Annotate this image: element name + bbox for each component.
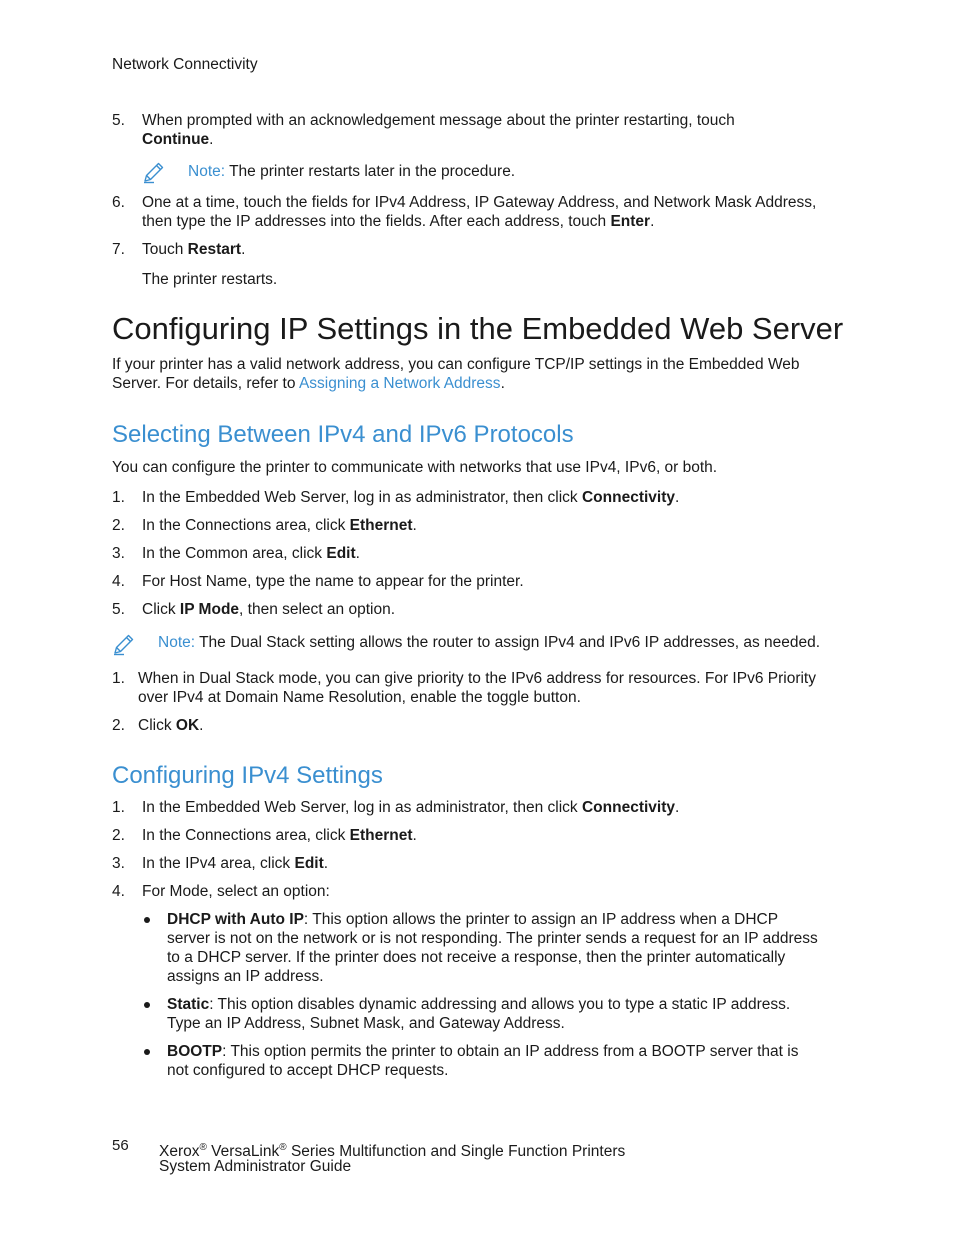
step-text-continued: then type the IP addresses into the fields. After each address, touch Enter. [142, 213, 655, 230]
page-number: 56 [112, 1137, 129, 1154]
step-number: 2. [112, 517, 125, 534]
option-static: Static: This option disables dynamic addressing and allows you to type a static IP address. [167, 996, 791, 1013]
step-text: In the IPv4 area, click Edit. [142, 855, 329, 872]
step-text: One at a time, touch the fields for IPv4 Address, IP Gateway Address, and Network Mask Address, [142, 194, 817, 211]
note-label: Note: [188, 163, 226, 180]
step-text: When prompted with an acknowledgement message about the printer restarting, touch [142, 112, 735, 129]
step-number: 7. [112, 241, 125, 258]
ui-term: Ethernet [349, 827, 413, 844]
option-dhcp-continued: server is not on the network or is not responding. The printer sends a request for an IP address [167, 930, 818, 947]
substep-text: When in Dual Stack mode, you can give priority to the IPv6 address for resources. For IPv6 Priority [138, 670, 816, 687]
step-number: 2. [112, 827, 125, 844]
bullet-marker [144, 917, 150, 923]
footer-subtitle: System Administrator Guide [159, 1158, 352, 1175]
step-text: In the Connections area, click Ethernet. [142, 517, 417, 534]
step-text: Click IP Mode, then select an option. [142, 601, 395, 618]
pencil-icon [142, 160, 166, 184]
option-dhcp: DHCP with Auto IP: This option allows the printer to assign an IP address when a DHCP [167, 911, 779, 928]
substep-text-continued: over IPv4 at Domain Name Resolution, enable the toggle button. [138, 689, 581, 706]
assigning-network-address-link[interactable]: Assigning a Network Address [298, 375, 501, 392]
substep-text: Click OK. [138, 717, 204, 734]
note-label: Note: [158, 634, 196, 651]
ui-term: Static [167, 996, 210, 1013]
step-number: 5. [112, 601, 125, 618]
step-number: 5. [112, 112, 125, 129]
option-dhcp-continued: to a DHCP server. If the printer does not receive a response, then the printer automatically [167, 949, 786, 966]
step-number: 6. [112, 194, 125, 211]
ui-term: Ethernet [349, 517, 413, 534]
step-text: For Mode, select an option: [142, 883, 330, 900]
intro-text-continued: Server. For details, refer to Assigning a Network Address. [112, 375, 505, 392]
section-heading-ipv4: Configuring IPv4 Settings [112, 762, 383, 789]
step-text: In the Embedded Web Server, log in as administrator, then click Connectivity. [142, 799, 680, 816]
ui-term: Enter [610, 213, 651, 230]
step-text: In the Connections area, click Ethernet. [142, 827, 417, 844]
ui-term: BOOTP [167, 1043, 223, 1060]
option-dhcp-continued: assigns an IP address. [167, 968, 324, 985]
step-result: The printer restarts. [142, 271, 278, 288]
substep-number: 1. [112, 670, 125, 687]
pencil-icon [112, 632, 136, 656]
step-text: In the Embedded Web Server, log in as administrator, then click Connectivity. [142, 489, 680, 506]
ui-term: OK [175, 717, 200, 734]
ui-term: Continue [142, 131, 210, 148]
step-text: In the Common area, click Edit. [142, 545, 360, 562]
ui-term: IP Mode [179, 601, 240, 618]
step-number: 4. [112, 573, 125, 590]
bullet-marker [144, 1002, 150, 1008]
ui-term: Edit [294, 855, 324, 872]
note: Note: The printer restarts later in the procedure. [188, 163, 516, 180]
note: Note: The Dual Stack setting allows the router to assign IPv4 and IPv6 IP addresses, as needed. [158, 634, 821, 651]
ui-term: DHCP with Auto IP [167, 911, 304, 928]
step-text: Touch Restart. [142, 241, 246, 258]
ui-term: Connectivity [581, 799, 675, 816]
ui-term: Restart [187, 241, 242, 258]
ui-term: Edit [326, 545, 356, 562]
ui-term: Connectivity [581, 489, 675, 506]
page-title: Configuring IP Settings in the Embedded Web Server [112, 311, 844, 346]
option-bootp-continued: not configured to accept DHCP requests. [167, 1062, 449, 1079]
step-number: 3. [112, 855, 125, 872]
step-text: For Host Name, type the name to appear for the printer. [142, 573, 524, 590]
section-intro: You can configure the printer to communicate with networks that use IPv4, IPv6, or both. [112, 459, 718, 476]
step-number: 1. [112, 489, 125, 506]
option-bootp: BOOTP: This option permits the printer to obtain an IP address from a BOOTP server that is [167, 1043, 799, 1060]
step-number: 3. [112, 545, 125, 562]
step-number: 4. [112, 883, 125, 900]
step-number: 1. [112, 799, 125, 816]
option-static-continued: Type an IP Address, Subnet Mask, and Gateway Address. [167, 1015, 565, 1032]
substep-number: 2. [112, 717, 125, 734]
intro-text: If your printer has a valid network address, you can configure TCP/IP settings in the Embedded Web [112, 356, 800, 373]
section-heading-ipv4-ipv6: Selecting Between IPv4 and IPv6 Protocols [112, 421, 574, 448]
step-text-continued: Continue. [142, 131, 214, 148]
running-header: Network Connectivity [112, 56, 258, 73]
bullet-marker [144, 1049, 150, 1055]
footer-title: Xerox® VersaLink® Series Multifunction and Single Function Printers [159, 1142, 626, 1161]
